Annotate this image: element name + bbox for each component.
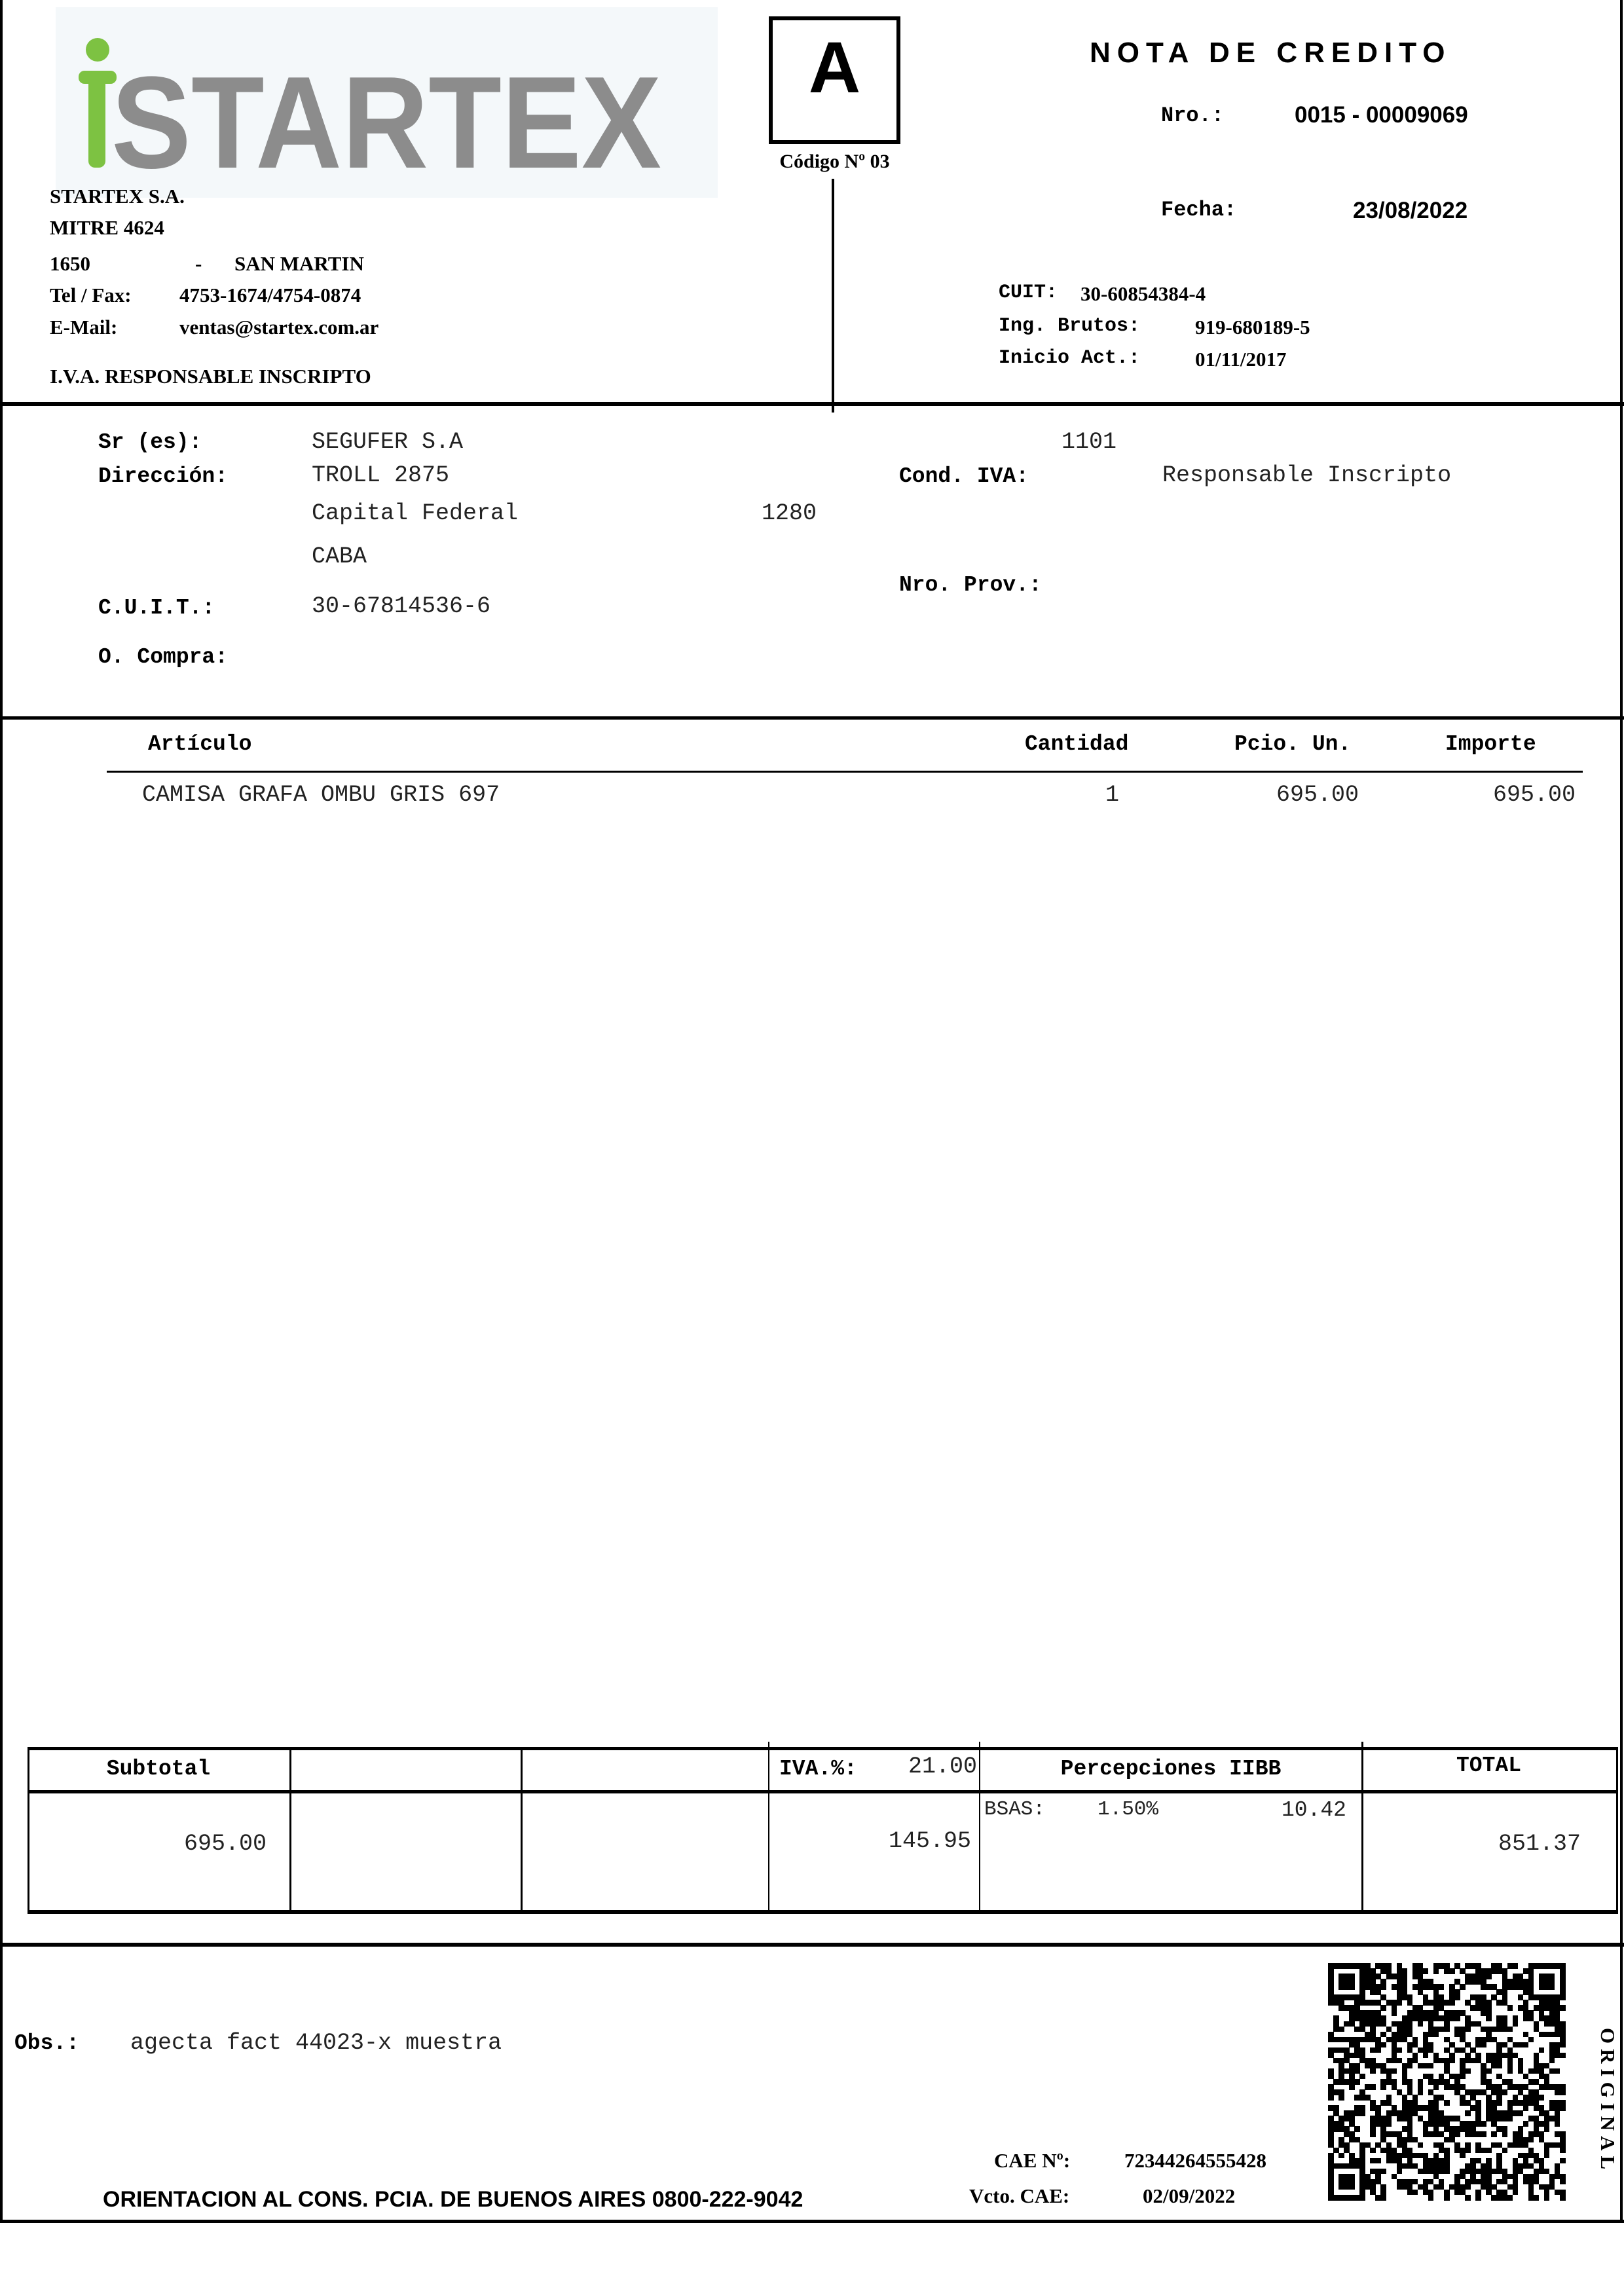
- qr-module: [1513, 1963, 1519, 1969]
- qr-module: [1496, 2063, 1502, 2069]
- qr-module: [1507, 2068, 1513, 2074]
- nro-label: Nro.:: [1161, 103, 1225, 128]
- qr-module: [1338, 2027, 1344, 2032]
- nro-value: 0015 - 00009069: [1295, 102, 1468, 128]
- qr-module: [1491, 2131, 1497, 2137]
- document-letter: A: [808, 28, 861, 108]
- qr-module: [1370, 2131, 1376, 2137]
- qr-module: [1380, 1984, 1386, 1990]
- client-city: Capital Federal: [312, 500, 519, 526]
- qr-module: [1444, 2169, 1450, 2175]
- qr-module: [1444, 2027, 1450, 2032]
- row-articulo: CAMISA GRAFA OMBU GRIS 697: [142, 782, 500, 808]
- afip-qr-code[interactable]: [1328, 1963, 1565, 2200]
- qr-module: [1523, 2042, 1529, 2048]
- cae-vto-label: Vcto. CAE:: [969, 2184, 1070, 2207]
- consumer-orientation-note: ORIENTACION AL CONS. PCIA. DE BUENOS AIRES 0800-222-9042: [103, 2187, 803, 2212]
- qr-module: [1560, 2148, 1566, 2154]
- qr-module: [1560, 2158, 1566, 2164]
- qr-module: [1359, 2110, 1365, 2116]
- qr-module: [1507, 2195, 1513, 2201]
- qr-module: [1454, 2131, 1460, 2137]
- bottom-border: [0, 2220, 1624, 2223]
- qr-module: [1439, 1984, 1445, 1990]
- client-cond-iva: Responsable Inscripto: [1162, 462, 1452, 488]
- qr-module: [1518, 2110, 1524, 2116]
- client-nro-prov-label: Nro. Prov.:: [899, 573, 1042, 597]
- row-cantidad: 1: [1105, 782, 1120, 808]
- qr-module: [1370, 2084, 1376, 2090]
- qr-module: [1418, 2142, 1424, 2148]
- qr-module: [1338, 2095, 1344, 2101]
- client-province: CABA: [312, 543, 367, 570]
- qr-module: [1354, 2079, 1360, 2085]
- qr-module: [1397, 2000, 1403, 2006]
- row-precio: 695.00: [1276, 782, 1359, 808]
- qr-module: [1539, 2047, 1545, 2053]
- qr-module: [1370, 2068, 1376, 2074]
- qr-module: [1560, 2053, 1566, 2059]
- qr-module: [1407, 2063, 1413, 2069]
- qr-module: [1481, 2042, 1486, 2048]
- qr-module: [1486, 1974, 1492, 1979]
- qr-module: [1539, 2095, 1545, 2101]
- qr-module: [1486, 2068, 1492, 2074]
- percepciones-label: Percepciones IIBB: [1060, 1757, 1282, 1781]
- qr-module: [1449, 1968, 1455, 1974]
- qr-module: [1449, 2058, 1455, 2064]
- iva-rate: 21.00: [908, 1753, 977, 1780]
- issuer-cuit-label: CUIT:: [999, 282, 1058, 304]
- totals-header-divider: [28, 1790, 1618, 1793]
- issuer-tel: 4753-1674/4754-0874: [179, 284, 361, 306]
- qr-module: [1375, 2158, 1381, 2164]
- qr-module: [1465, 2110, 1471, 2116]
- qr-module: [1507, 2027, 1513, 2032]
- qr-module: [1486, 2148, 1492, 2154]
- qr-module: [1418, 2089, 1424, 2095]
- qr-module: [1397, 2047, 1403, 2053]
- qr-module: [1359, 2074, 1365, 2080]
- col-header-importe: Importe: [1445, 732, 1536, 756]
- qr-module: [1460, 2074, 1466, 2080]
- col-header-articulo: Artículo: [148, 732, 252, 756]
- issuer-address: MITRE 4624: [50, 216, 164, 239]
- qr-module: [1513, 2021, 1519, 2027]
- qr-module: [1502, 2131, 1508, 2137]
- issuer-email: ventas@startex.com.ar: [179, 316, 379, 339]
- qr-module: [1454, 2015, 1460, 2021]
- client-code: 1101: [1061, 429, 1117, 455]
- client-sr-label: Sr (es):: [98, 430, 202, 454]
- qr-module: [1502, 2089, 1508, 2095]
- qr-module: [1433, 2032, 1439, 2038]
- cae-vto-value: 02/09/2022: [1143, 2184, 1236, 2207]
- qr-module: [1392, 2068, 1397, 2074]
- qr-module: [1560, 2042, 1566, 2048]
- issuer-tel-label: Tel / Fax:: [50, 284, 132, 306]
- qr-module: [1392, 2010, 1397, 2016]
- qr-module: [1465, 2184, 1471, 2190]
- client-divider: [0, 716, 1624, 720]
- issuer-inicio-label: Inicio Act.:: [999, 347, 1141, 369]
- qr-module: [1534, 2195, 1540, 2201]
- qr-module: [1465, 2195, 1471, 2201]
- qr-module: [1560, 1994, 1566, 2000]
- qr-module: [1428, 2195, 1434, 2201]
- cae-value: 72344264555428: [1124, 2149, 1266, 2172]
- qr-module: [1465, 2068, 1471, 2074]
- svg-text:STARTEX: STARTEX: [111, 50, 661, 196]
- col-header-precio: Pcio. Un.: [1234, 732, 1352, 756]
- qr-module: [1555, 2068, 1560, 2074]
- right-border: [1620, 0, 1623, 2223]
- qr-module: [1555, 2121, 1560, 2127]
- copy-label: ORIGINAL: [1596, 2028, 1619, 2175]
- qr-module: [1475, 2195, 1481, 2201]
- qr-module: [1544, 2195, 1550, 2201]
- obs-text: agecta fact 44023-x muestra: [130, 2030, 502, 2056]
- qr-module: [1397, 2169, 1403, 2175]
- qr-module: [1380, 2195, 1386, 2201]
- total-label: TOTAL: [1456, 1753, 1522, 1778]
- qr-module: [1433, 2084, 1439, 2090]
- issuer-iva: I.V.A. RESPONSABLE INSCRIPTO: [50, 365, 371, 388]
- client-name: SEGUFER S.A: [312, 429, 464, 455]
- qr-module: [1560, 2005, 1566, 2011]
- qr-module: [1549, 2058, 1555, 2064]
- subtotal-value: 695.00: [183, 1831, 267, 1857]
- issuer-dash: -: [195, 252, 202, 275]
- qr-module: [1349, 1984, 1355, 1990]
- percep-rate: 1.50%: [1098, 1798, 1159, 1821]
- qr-module: [1380, 2042, 1386, 2048]
- qr-module: [1349, 2184, 1355, 2190]
- issuer-city: SAN MARTIN: [234, 252, 364, 275]
- qr-module: [1502, 2148, 1508, 2154]
- qr-module: [1380, 2169, 1386, 2175]
- qr-module: [1412, 2190, 1418, 2195]
- qr-module: [1444, 2100, 1450, 2106]
- totals-col-divider: [289, 1747, 291, 1911]
- qr-module: [1428, 2063, 1434, 2069]
- percep-jurisdiction: BSAS:: [984, 1798, 1046, 1821]
- qr-module: [1507, 2116, 1513, 2121]
- issuer-email-label: E-Mail:: [50, 316, 118, 339]
- qr-module: [1460, 2153, 1466, 2159]
- totals-col-divider: [521, 1747, 523, 1911]
- row-importe: 695.00: [1492, 782, 1576, 808]
- client-cond-iva-label: Cond. IVA:: [899, 464, 1029, 488]
- qr-module: [1354, 2126, 1360, 2132]
- qr-module: [1454, 1994, 1460, 2000]
- document-code: Código Nº 03: [779, 151, 890, 172]
- header-vertical-line: [832, 179, 834, 413]
- qr-module: [1465, 2027, 1471, 2032]
- qr-module: [1528, 2137, 1534, 2143]
- issuer-postal-code: 1650: [50, 252, 90, 275]
- client-cuit: 30-67814536-6: [312, 593, 491, 619]
- issuer-iibb: 919-680189-5: [1195, 316, 1310, 339]
- qr-module: [1328, 2095, 1334, 2101]
- footer-divider: [0, 1943, 1624, 1947]
- qr-module: [1560, 2195, 1566, 2201]
- issuer-iibb-label: Ing. Brutos:: [999, 315, 1141, 337]
- iva-amount: 145.95: [888, 1828, 971, 1854]
- fecha-value: 23/08/2022: [1353, 198, 1468, 223]
- left-border: [0, 0, 3, 2223]
- qr-module: [1507, 2005, 1513, 2011]
- client-address: TROLL 2875: [312, 462, 450, 488]
- obs-label: Obs.:: [14, 2031, 80, 2055]
- qr-module: [1513, 2190, 1519, 2195]
- qr-module: [1349, 2084, 1355, 2090]
- qr-module: [1460, 1984, 1466, 1990]
- qr-module: [1528, 2037, 1534, 2043]
- total-value: 851.37: [1498, 1831, 1581, 1857]
- table-header-underline: [107, 771, 1583, 773]
- qr-module: [1465, 2148, 1471, 2154]
- qr-module: [1423, 2053, 1429, 2059]
- qr-module: [1375, 2047, 1381, 2053]
- qr-module: [1481, 2121, 1486, 2127]
- issuer-inicio: 01/11/2017: [1195, 348, 1287, 371]
- qr-module: [1444, 2195, 1450, 2201]
- client-postal-code: 1280: [762, 500, 817, 526]
- col-header-cantidad: Cantidad: [1025, 732, 1129, 756]
- qr-module: [1386, 2121, 1392, 2127]
- qr-module: [1418, 2021, 1424, 2027]
- qr-module: [1370, 2148, 1376, 2154]
- qr-module: [1433, 1968, 1439, 1974]
- document-title: NOTA DE CREDITO: [1090, 37, 1452, 69]
- qr-module: [1544, 2126, 1550, 2132]
- percep-amount: 10.42: [1281, 1798, 1346, 1822]
- header-divider: [0, 402, 1624, 406]
- qr-module: [1544, 2153, 1550, 2159]
- qr-module: [1481, 2131, 1486, 2137]
- qr-module: [1523, 2105, 1529, 2111]
- subtotal-label: Subtotal: [106, 1757, 211, 1781]
- iva-label: IVA.%:: [779, 1757, 857, 1781]
- qr-module: [1380, 2005, 1386, 2011]
- qr-module: [1449, 2000, 1455, 2006]
- qr-module: [1560, 2105, 1566, 2111]
- qr-module: [1338, 2153, 1344, 2159]
- fecha-label: Fecha:: [1161, 198, 1237, 222]
- qr-module: [1380, 2084, 1386, 2090]
- qr-module: [1549, 1984, 1555, 1990]
- startex-logo: [56, 7, 718, 198]
- totals-col-divider: [768, 1742, 769, 1911]
- qr-module: [1496, 2100, 1502, 2106]
- qr-module: [1359, 2195, 1365, 2201]
- cae-label: CAE Nº:: [994, 2149, 1071, 2172]
- client-oc-label: O. Compra:: [98, 645, 229, 669]
- client-dir-label: Dirección:: [98, 464, 229, 488]
- qr-module: [1560, 2179, 1566, 2185]
- qr-module: [1523, 2121, 1529, 2127]
- qr-module: [1423, 1968, 1429, 1974]
- issuer-cuit: 30-60854384-4: [1080, 282, 1206, 305]
- client-cuit-label: C.U.I.T.:: [98, 596, 215, 620]
- qr-module: [1560, 2089, 1566, 2095]
- issuer-name: STARTEX S.A.: [50, 185, 185, 208]
- qr-module: [1486, 2015, 1492, 2021]
